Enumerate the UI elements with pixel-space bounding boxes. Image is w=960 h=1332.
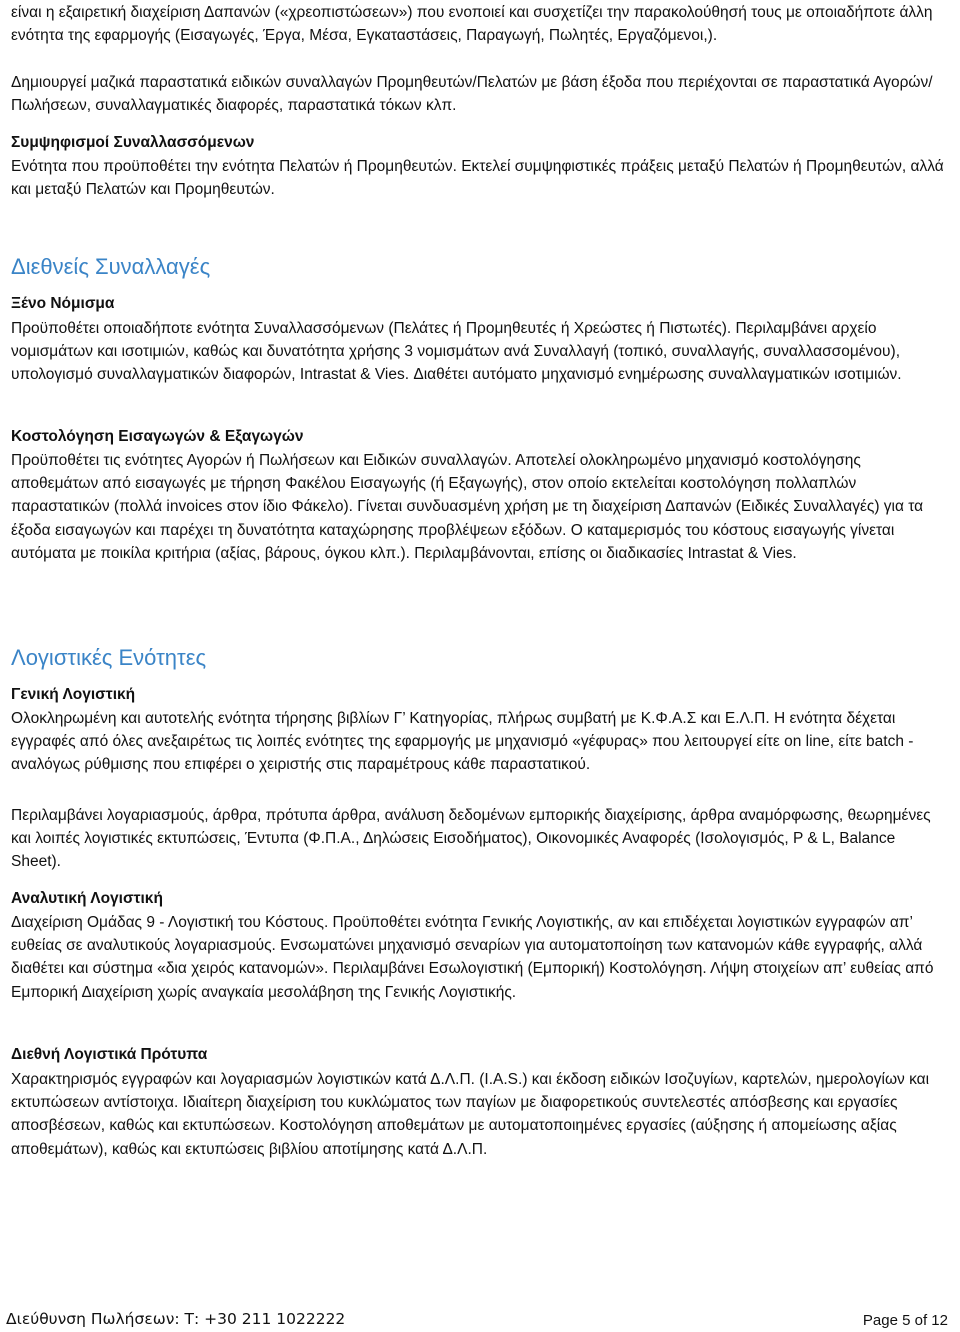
general-accounting-heading: Γενική Λογιστική bbox=[11, 686, 136, 703]
footer-contact: Διεύθυνση Πωλήσεων: Τ: +30 211 1022222 bbox=[6, 1310, 346, 1328]
foreign-currency-heading: Ξένο Νόμισμα bbox=[11, 295, 115, 312]
ias-heading: Διεθνή Λογιστικά Πρότυπα bbox=[11, 1046, 208, 1063]
accounting-section-title: Λογιστικές Ενότητες bbox=[11, 645, 207, 670]
intro-paragraph-2: Δημιουργεί μαζικά παραστατικά ειδικών συναλλαγών Προμηθευτών/Πελατών με βάση έξοδα που περιέχονται σε παραστατικά Αγορών/Πωλήσεων, συναλλαγματικές διαφορές, παραστατικά τόκων κλπ. bbox=[11, 74, 933, 115]
general-accounting-text: Ολοκληρωμένη και αυτοτελής ενότητα τήρησης βιβλίων Γ’ Κατηγορίας, πλήρως συμβατή με Κ.Φ.Α.Σ και Ε.Λ.Π. Η ενότητα δέχεται εγγραφές από όλες ανεξαιρέτως τις λοιπές ενότητες της εφαρμογής με μηχανισμό «γέφυρας» που λειτουργεί είτε on line, είτε batch - αναλόγως ρύθμισης που επιφέρει ο χειριστής στις παραμέτρους κάθε παραστατικού. bbox=[11, 710, 914, 774]
analytical-accounting-heading: Αναλυτική Λογιστική bbox=[11, 890, 163, 907]
import-export-costing-heading: Κοστολόγηση Εισαγωγών & Εξαγωγών bbox=[11, 428, 304, 445]
netting-text: Ενότητα που προϋποθέτει την ενότητα Πελατών ή Προμηθευτών. Εκτελεί συμψηφιστικές πράξεις μεταξύ Πελατών ή Προμηθευτών, αλλά και μεταξύ Πελατών και Προμηθευτών. bbox=[11, 158, 944, 199]
general-accounting-text-2: Περιλαμβάνει λογαριασμούς, άρθρα, πρότυπα άρθρα, ανάλυση δεδομένων εμπορικής διαχείρισης, άρθρα αναμόρφωσης, θεωρημένες και λοιπές λογιστικές εκτυπώσεις, Έντυπα (Φ.Π.Α., Δηλώσεις Εισοδήματος), Οικονομικές Αναφορές (Ισολογισμός, P & L, Balance Sheet). bbox=[11, 807, 931, 871]
ias-text: Χαρακτηρισμός εγγραφών και λογαριασμών λογιστικών κατά Δ.Λ.Π. (I.A.S.) και έκδοση ειδικών Ισοζυγίων, καρτελών, ημερολογίων και εκτυπώσεων αντίστοιχα. Ιδιαίτερη διαχείριση του κυκλώματος των παγίων με διαφορετικούς συντελεστές απόσβεσης και εργασίες αποσβέσεων, καθώς και εκτυπώσεων. Κοστολόγηση αποθεμάτων με αυτοματοποιημένες εργασίες (αύξησης ή απομείωσης αξίας αποθεμάτων), καθώς και εκτυπώσεις βιβλίου αποτίμησης κατά Δ.Λ.Π. bbox=[11, 1071, 930, 1158]
international-section-title: Διεθνείς Συναλλαγές bbox=[11, 254, 211, 279]
netting-heading: Συμψηφισμοί Συναλλασσόμενων bbox=[11, 134, 255, 151]
import-export-costing-text: Προϋποθέτει τις ενότητες Αγορών ή Πωλήσεων και Ειδικών συναλλαγών. Αποτελεί ολοκληρωμένο μηχανισμό κοστολόγησης αποθεμάτων από εισαγωγές με τήρηση Φακέλου Εισαγωγής (ή Εξαγωγής), στον οποίο εκτελείται κοστολόγηση πολλαπλών παραστατικών (πολλά invoices στον ίδιο Φάκελο). Γίνεται συνδυασμένη χρήση με τη διαχείριση Δαπανών (Ειδικές Συναλλαγές) για τα έξοδα εισαγωγών και παρέχει τη δυνατότητα καταχώρησης προβλέψεων εξόδων. Ο καταμερισμός του κόστους εισαγωγής γίνεται αυτόματα με ποικίλα κριτήρια (αξίας, βάρους, όγκου κλπ.). Περιλαμβάνονται, επίσης οι διαδικασίες Intrastat & Vies. bbox=[11, 452, 924, 562]
analytical-accounting-text: Διαχείριση Ομάδας 9 - Λογιστική του Κόστους. Προϋποθέτει ενότητα Γενικής Λογιστικής, αν και επιδέχεται λογιστικών εγγραφών απ’ ευθείας σε αναλυτικούς λογαριασμούς. Ενσωματώνει μηχανισμό σεναρίων για αυτοματοποίηση των κατανομών κάθε εγγραφής, αλλά διαθέτει και σύστημα «δια χειρός κατανομών». Περιλαμβάνει Εσωλογιστική (Εμπορική) Κοστολόγηση. Λήψη στοιχείων απ’ ευθείας από Εμπορική Διαχείριση χωρίς αναγκαία μεσολάβηση της Γενικής Λογιστικής. bbox=[11, 914, 934, 1001]
page-number: Page 5 of 12 bbox=[862, 1312, 948, 1329]
foreign-currency-text: Προϋποθέτει οποιαδήποτε ενότητα Συναλλασσόμενων (Πελάτες ή Προμηθευτές ή Χρεώστες ή Πιστωτές). Περιλαμβάνει αρχείο νομισμάτων και ισοτιμιών, καθώς και δυνατότητα χρήσης 3 νομισμάτων ανά Συναλλαγή (τοπικό, συναλλαγής, συναλλασσομένου), υπολογισμό συναλλαγματικών διαφορών, Intrastat & Vies. Διαθέτει αυτόματο μηχανισμό ενημέρωσης συναλλαγματικών ισοτιμιών. bbox=[11, 320, 902, 384]
intro-paragraph: είναι η εξαιρετική διαχείριση Δαπανών («χρεοπιστώσεων») που ενοποιεί και συσχετίζει την παρακολούθησή τους με οποιαδήποτε άλλη ενότητα της εφαρμογής (Εισαγωγές, Έργα, Μέσα, Εγκαταστάσεις, Παραγωγή, Πωλητές, Εργαζόμενοι,). bbox=[11, 4, 933, 45]
